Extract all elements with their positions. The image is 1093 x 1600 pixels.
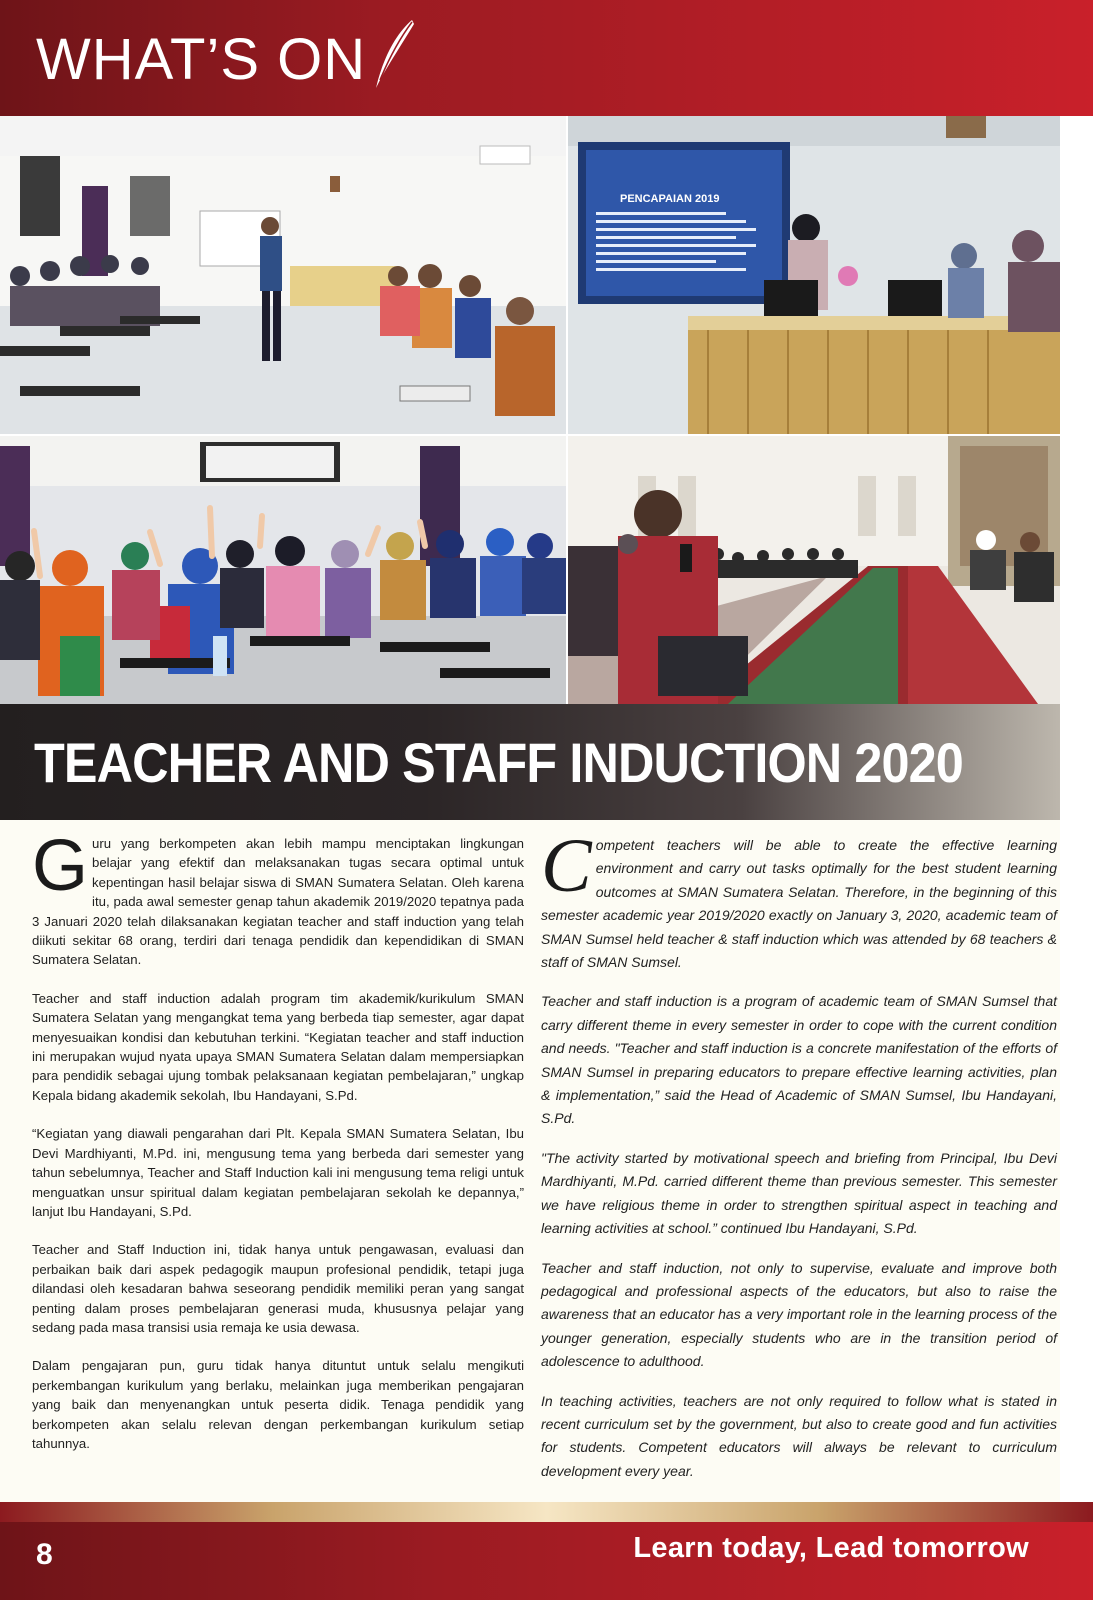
paragraph: Dalam pengajaran pun, guru tidak hanya dituntut untuk selalu mengikuti perkembangan kurikulum yang berlaku, melainkan juga memberikan pengajaran yang baik dan menyenangkan untuk peserta didik. Tenaga pendidik yang berkompeten akan selalu relevan dengan perkembangan kurikulum setiap tahunnya.: [32, 1358, 524, 1451]
dropcap: C: [541, 824, 592, 908]
page-footer: [0, 1522, 1093, 1600]
photo-presentation-screen: [568, 116, 1060, 434]
photo-teachers-raising-hands: [0, 436, 566, 704]
indonesian-column: [32, 826, 524, 1472]
paragraph: "The activity started by motivational speech and briefing from Principal, Ibu Devi Mardhiyanti, M.Pd. carried different theme than previous semester. This semester we have religious theme in order to strengthen spiritual aspect in teaching and learning activities at school.” continued Ibu Handayani, S.Pd.: [541, 1149, 1057, 1237]
paragraph: Teacher and staff induction adalah program tim akademik/kurikulum SMAN Sumatera Selatan yang mengangkat tema yang berbeda tiap semester, agar dapat menyesuaikan kondisi dan kebutuhan terkini. “Kegiatan teacher and staff induction ini merupakan wujud nyata upaya SMAN Sumatera Selatan dalam mempersiapkan para pendidik sebagai ujung tombak pelaksanaan kegiatan pembelajaran,” ungkap Kepala bidang akademik sekolah, Ibu Handayani, S.Pd.: [32, 990, 524, 1103]
paragraph: Teacher and staff induction, not only to supervise, evaluate and improve both pedagogical and professional aspects of the educators, but also to raise the awareness that an educator has a very important role in the learning process of the younger generation, especially students who are in the transition period of adolescence to adulthood.: [541, 1259, 1057, 1370]
article-headline: TEACHER AND STAFF INDUCTION 2020: [34, 731, 963, 794]
page-number: 8: [36, 1538, 53, 1571]
page-margin: [1060, 116, 1093, 1502]
page-header: [0, 0, 1093, 116]
paragraph: [541, 824, 1057, 974]
paragraph: Teacher and Staff Induction ini, tidak hanya untuk pengawasan, evaluasi dan perbaikan baik dari aspek pedagogik maupun profesional pendidik, tetapi juga dilandasi oleh kesadaran bahwa seseorang pendidik memiliki peran yang sangat penting dalam proses pembelajaran generasi muda, khususnya pelajar yang sedang pada masa transisi usia remaja ke usia dewasa.: [32, 1242, 524, 1335]
photo-classroom-presenter: [0, 116, 566, 434]
paragraph: [32, 826, 524, 970]
dropcap: G: [32, 826, 89, 906]
paragraph: “Kegiatan yang diawali pengarahan dari Plt. Kepala SMAN Sumatera Selatan, Ibu Devi Mardhiyanti, M.Pd. ini, mengusung tema yang berbeda dari semester yang tahun sebelumnya, Teacher and Staff Induction kali ini mengusung tema religi untuk menguatkan unsur spiritual dalam kegiatan pembelajaran sekolah ke depannya,” lanjut Ibu Handayani, S.Pd.: [32, 1126, 524, 1219]
article-body: [0, 820, 1060, 1502]
footer-divider: [0, 1502, 1093, 1522]
paragraph-text: ompetent teachers will be able to create the effective learning environment and carry out tasks optimally for the best student learning outcomes at SMAN Sumatera Selatan. Therefore, in the beginning of this semester academic year 2019/2020 exactly on January 3, 2020, academic team of SMAN Sumsel held teacher & staff induction which was attended by 68 teachers & staff of SMAN Sumsel.: [541, 837, 1057, 971]
headline-band: [0, 704, 1060, 820]
section-title: WHAT’S ON: [36, 27, 367, 92]
slogan: Learn today, Lead tomorrow: [633, 1532, 1029, 1564]
photo-prayer-hall-session: [568, 436, 1060, 704]
paragraph-text: uru yang berkompeten akan lebih mampu menciptakan lingkungan belajar yang efektif dan melaksanakan tugas secara optimal untuk kepentingan hasil belajar siswa di SMAN Sumatera Selatan. Oleh karena itu, pada awal semester genap tahun akademik 2019/2020 tepatnya pada 3 Januari 2020 telah dilaksanakan kegiatan teacher and staff induction yang telah diikuti sekitar 68 orang, terdiri dari tenaga pendidik dan kependidikan di SMAN Sumatera Selatan.: [32, 836, 524, 968]
screen-title: PENCAPAIAN 2019: [620, 193, 720, 205]
english-column: [541, 824, 1057, 1499]
paragraph: Teacher and staff induction is a program of academic team of SMAN Sumsel that carry different theme in every semester in order to cope with the current condition and needs. "Teacher and staff induction is a concrete manifestation of the efforts of SMAN Sumsel in preparing educators to prepare effective learning activities, plan & implementation,” said the Head of Academic of SMAN Sumsel, Ibu Handayani, S.Pd.: [541, 993, 1057, 1127]
paragraph: In teaching activities, teachers are not only required to follow what is stated in recent curriculum set by the government, but also to create good and fun activities for students. Competent educators will always be relevant to curriculum development every year.: [541, 1392, 1057, 1479]
photo-grid: [0, 116, 1060, 704]
feather-icon: [368, 18, 418, 90]
